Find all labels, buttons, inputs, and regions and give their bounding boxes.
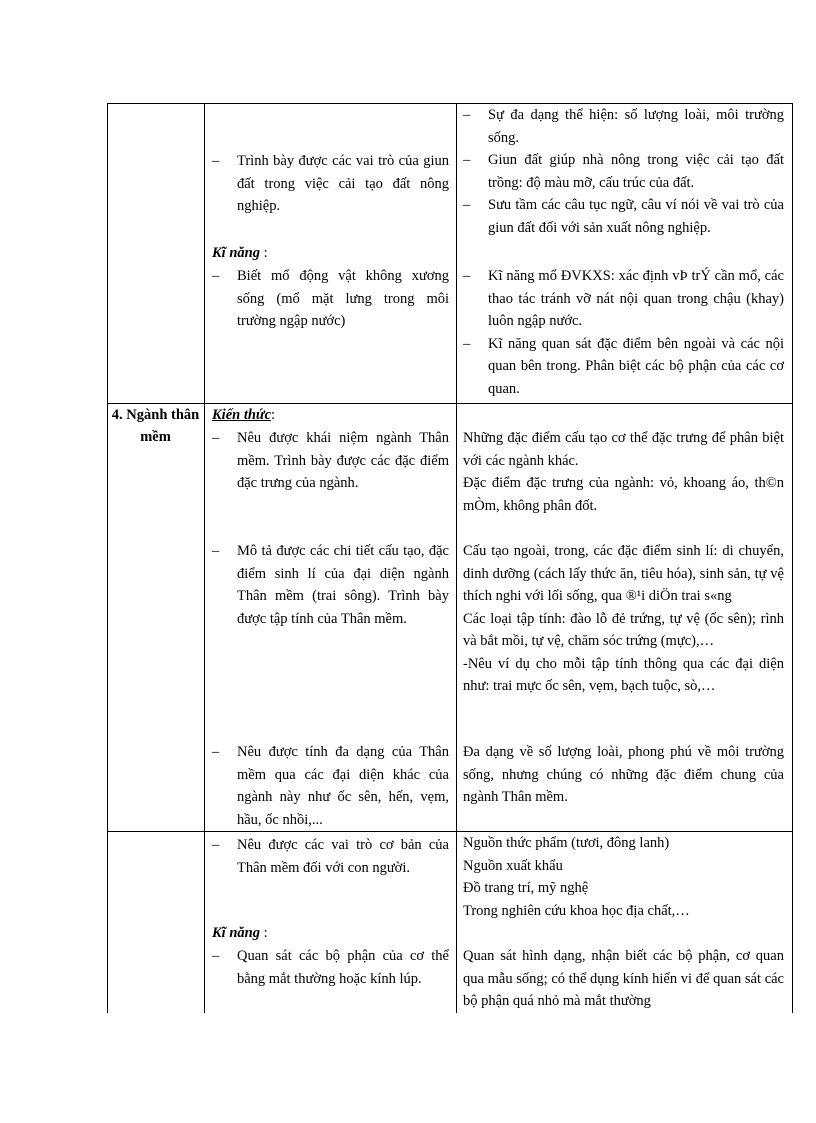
row3-col2-item1: [212, 834, 449, 879]
list-item: – Nêu được khái niệm ngành Thân mềm. Trình bày được các đặc điểm đặc trưng của ngành.: [212, 430, 449, 491]
list-item: – Giun đất giúp nhà nông trong việc cải tạo đất trồng: độ màu mỡ, cấu trúc của đất.: [463, 152, 784, 191]
topic-title: 4. Ngành thân mềm: [111, 407, 200, 445]
row1-col2: [212, 150, 449, 218]
row3-col2-skills: [212, 945, 449, 990]
row2-col2-item2: [212, 540, 449, 630]
row1-skill-heading: Kĩ năng :: [212, 245, 268, 261]
row1-col3-a: [463, 104, 784, 239]
row3-col3-a: Nguồn thức phẩm (tươi, đông lanh) Nguồn xuất khẩu Đồ trang trí, mỹ nghệ Trong nghiên cứu khoa học địa chất,…: [463, 835, 690, 919]
row3-col3-b: Quan sát hình dạng, nhận biết các bộ phận, cơ quan qua mẫu sống; có thể dụng kính hiển vi để quan sát các bộ phận quá nhỏ mà mắt thường: [463, 948, 784, 1009]
row2-col3-c: Đa dạng về số lượng loài, phong phú về môi trường sống, nhưng chúng có những đặc điểm chung của ngành Thân mềm.: [463, 744, 784, 805]
row-divider-1: [107, 403, 793, 404]
table-left-border: [107, 103, 108, 1013]
row2-col3-b: Cấu tạo ngoài, trong, các đặc điểm sinh lí: di chuyển, dinh dưỡng (cách lấy thức ăn, tiêu hóa), sinh sản, tự vệ thích nghi với lối sống, qua ®¹i diÖn trai s«ng Các loại tập tính: đào lỗ đẻ trứng, tự vệ (ốc sên); rình và bắt mồi, tự vệ, chăm sóc trứng (mực),… -Nêu ví dụ cho mỗi tập tính thông qua các đại diện như: trai mực ốc sên, vẹm, bạch tuộc, sò,…: [463, 543, 784, 694]
row2-col2-item1: [212, 427, 449, 495]
list-item: – Sưu tầm các câu tục ngữ, câu ví nói về vai trò của giun đất đối với sản xuất nông nghiệp.: [463, 197, 784, 236]
column-divider-2: [456, 103, 457, 1013]
knowledge-heading: Kiến thức:: [212, 407, 276, 423]
list-item: – Mô tả được các chi tiết cấu tạo, đặc điểm sinh lí của đại diện ngành Thân mềm (trai sông). Trình bày được tập tính của Thân mềm.: [212, 543, 449, 627]
list-item: – Nêu được tính đa dạng của Thân mềm qua các đại diện khác của ngành này như ốc sên, hến, vẹm, hầu, ốc nhồi,...: [212, 744, 449, 828]
list-item: – Kĩ năng mổ ĐVKXS: xác định vÞ trÝ cần mổ, các thao tác tránh vỡ nát nội quan trong chậu (khay) luôn ngập nước.: [463, 268, 784, 329]
row1-col3-b: [463, 265, 784, 400]
row1-col2-skills: [212, 265, 449, 333]
row3-skill-heading: Kĩ năng :: [212, 925, 268, 941]
list-item: – Trình bày được các vai trò của giun đất trong việc cải tạo đất nông nghiệp.: [212, 153, 449, 214]
list-item: – Biết mổ động vật không xương sống (mổ mặt lưng trong môi trường ngập nước): [212, 268, 449, 329]
row2-col2-item3: [212, 741, 449, 831]
list-item: – Kĩ năng quan sát đặc điểm bên ngoài và các nội quan bên trong. Phân biệt các bộ phận của các cơ quan.: [463, 335, 784, 397]
table-right-border: [792, 103, 793, 1013]
column-divider-1: [204, 103, 205, 1013]
list-item: – Quan sát các bộ phận của cơ thể bằng mắt thường hoặc kính lúp.: [212, 948, 449, 987]
row2-col3-a: Những đặc điểm cấu tạo cơ thể đặc trưng để phân biệt với các ngành khác. Đặc điểm đặc trưng của ngành: vỏ, khoang áo, th©n mÒm, không phân đốt.: [463, 430, 784, 514]
list-item: – Sự đa dạng thể hiện: số lượng loài, môi trường sống.: [463, 107, 784, 146]
list-item: – Nêu được các vai trò cơ bản của Thân mềm đối với con người.: [212, 837, 449, 876]
